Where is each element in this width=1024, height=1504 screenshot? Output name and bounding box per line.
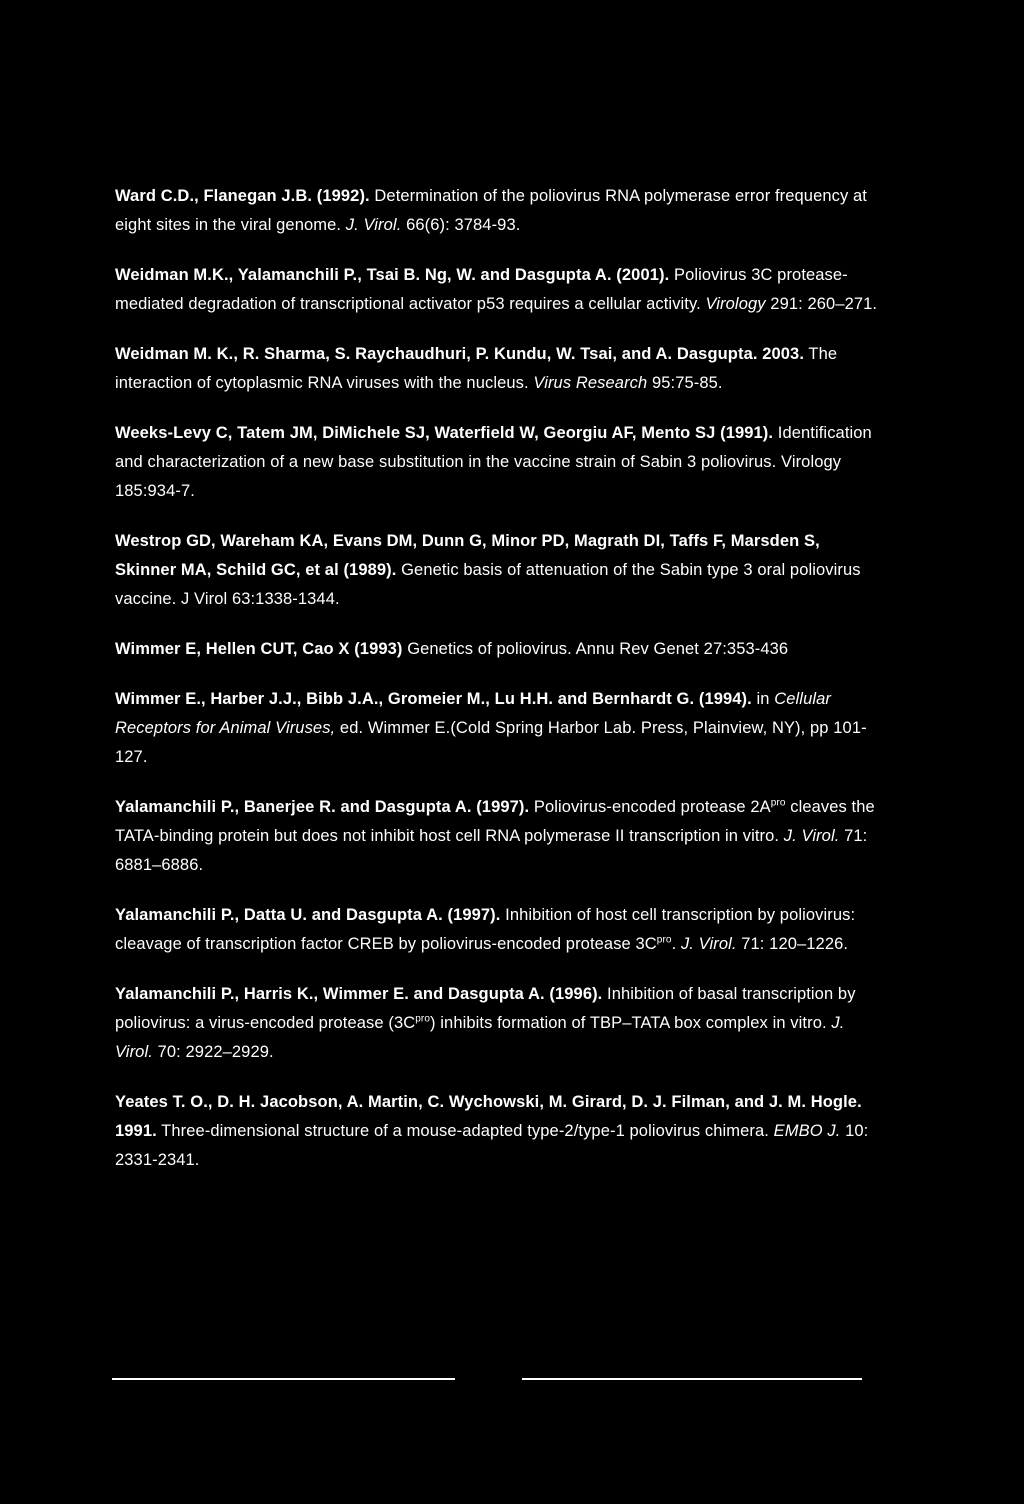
reference-entry bbox=[115, 980, 885, 1067]
reference-authors: Yalamanchili P., Banerjee R. and Dasgupta A. (1997). bbox=[115, 798, 530, 816]
reference-text: Genetics of poliovirus. Annu Rev Genet 27:353-436 bbox=[402, 640, 789, 658]
reference-list bbox=[115, 182, 885, 1196]
reference-entry bbox=[115, 685, 885, 772]
reference-entry bbox=[115, 1088, 885, 1175]
reference-journal: Virology bbox=[705, 295, 766, 313]
reference-entry bbox=[115, 261, 885, 319]
reference-text: Three-dimensional structure of a mouse-adapted type-2/type-1 poliovirus chimera. bbox=[156, 1122, 774, 1140]
reference-authors: Wimmer E., Harber J.J., Bibb J.A., Gromeier M., Lu H.H. and Bernhardt G. (1994). bbox=[115, 690, 752, 708]
reference-text: in bbox=[751, 690, 775, 708]
reference-entry bbox=[115, 793, 885, 880]
reference-journal: J. Virol. bbox=[783, 827, 840, 845]
footer-rule-right bbox=[522, 1378, 862, 1380]
reference-journal: Cellular Receptors for Animal Viruses, bbox=[115, 690, 831, 737]
reference-entry bbox=[115, 527, 885, 614]
footer-rule-left bbox=[112, 1378, 455, 1380]
reference-authors: Weidman M. K., R. Sharma, S. Raychaudhuri, P. Kundu, W. Tsai, and A. Dasgupta. 2003. bbox=[115, 345, 805, 363]
reference-tail: ed. Wimmer E.(Cold Spring Harbor Lab. Press, Plainview, NY), pp 101-127. bbox=[115, 719, 867, 766]
reference-authors: Wimmer E, Hellen CUT, Cao X (1993) bbox=[115, 640, 403, 658]
reference-tail: 71: 6881–6886. bbox=[115, 827, 868, 874]
reference-journal: J. Virol. bbox=[115, 1014, 845, 1061]
reference-text: Inhibition of basal transcription by poliovirus: a virus-encoded protease (3C bbox=[115, 985, 856, 1032]
reference-entry bbox=[115, 419, 885, 506]
superscript: pro bbox=[770, 797, 786, 809]
reference-text: cleaves the TATA-binding protein but does not inhibit host cell RNA polymerase II transcription in vitro. bbox=[115, 798, 875, 845]
superscript: pro bbox=[415, 1013, 430, 1025]
reference-journal: J. Virol. bbox=[680, 935, 737, 953]
reference-tail: 66(6): 3784-93. bbox=[401, 216, 521, 234]
reference-text: Genetic basis of attenuation of the Sabin type 3 oral poliovirus vaccine. J Virol 63:1338-1344. bbox=[115, 561, 861, 608]
reference-text: Identification and characterization of a new base substitution in the vaccine strain of Sabin 3 poliovirus. Virology 185:934-7. bbox=[115, 424, 872, 500]
reference-authors: Westrop GD, Wareham KA, Evans DM, Dunn G, Minor PD, Magrath DI, Taffs F, Marsden S, Skinner MA, Schild GC, et al (1989). bbox=[115, 532, 820, 579]
reference-authors: Yalamanchili P., Harris K., Wimmer E. and Dasgupta A. (1996). bbox=[115, 985, 603, 1003]
reference-text: Determination of the poliovirus RNA polymerase error frequency at eight sites in the viral genome. bbox=[115, 187, 867, 234]
reference-tail: 71: 120–1226. bbox=[736, 935, 849, 953]
reference-tail: 95:75-85. bbox=[647, 374, 723, 392]
reference-authors: Yeates T. O., D. H. Jacobson, A. Martin, C. Wychowski, M. Girard, D. J. Filman, and J. M. Hogle. 1991. bbox=[115, 1093, 862, 1140]
reference-entry bbox=[115, 901, 885, 959]
reference-entry bbox=[115, 340, 885, 398]
reference-tail: 10: 2331-2341. bbox=[115, 1122, 869, 1169]
reference-journal: EMBO J. bbox=[773, 1122, 841, 1140]
reference-tail: 291: 260–271. bbox=[765, 295, 878, 313]
reference-text: The interaction of cytoplasmic RNA viruses with the nucleus. bbox=[115, 345, 838, 392]
superscript: pro bbox=[656, 934, 672, 946]
reference-tail: 70: 2922–2929. bbox=[152, 1043, 274, 1061]
reference-entry bbox=[115, 635, 885, 664]
reference-text: . bbox=[671, 935, 681, 953]
reference-text: Inhibition of host cell transcription by poliovirus: cleavage of transcription factor CREB by poliovirus-encoded protease 3C bbox=[115, 906, 856, 953]
reference-text: Poliovirus-encoded protease 2A bbox=[529, 798, 771, 816]
reference-entry bbox=[115, 182, 885, 240]
reference-text: Poliovirus 3C protease-mediated degradation of transcriptional activator p53 requires a cellular activity. bbox=[115, 266, 848, 313]
reference-journal: J. Virol. bbox=[345, 216, 402, 234]
reference-authors: Weeks-Levy C, Tatem JM, DiMichele SJ, Waterfield W, Georgiu AF, Mento SJ (1991). bbox=[115, 424, 774, 442]
reference-authors: Ward C.D., Flanegan J.B. (1992). bbox=[115, 187, 370, 205]
reference-authors: Weidman M.K., Yalamanchili P., Tsai B. Ng, W. and Dasgupta A. (2001). bbox=[115, 266, 670, 284]
reference-text: ) inhibits formation of TBP–TATA box complex in vitro. bbox=[430, 1014, 832, 1032]
reference-journal: Virus Research bbox=[533, 374, 648, 392]
reference-authors: Yalamanchili P., Datta U. and Dasgupta A. (1997). bbox=[115, 906, 501, 924]
